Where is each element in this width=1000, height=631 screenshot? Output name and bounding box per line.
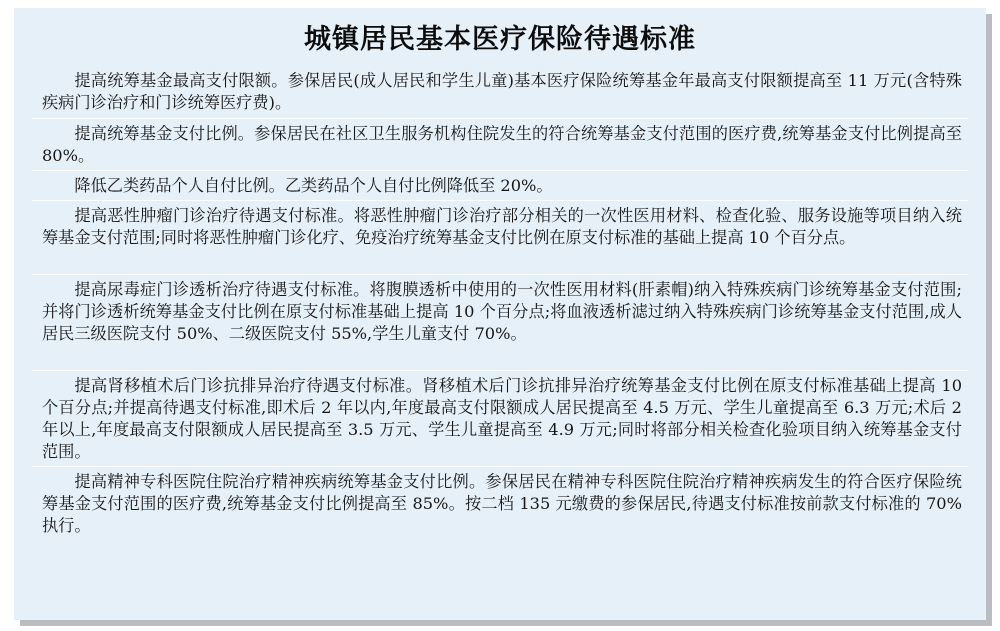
paragraph-psychiatric-hospital: 提高精神专科医院住院治疗精神疾病统筹基金支付比例。参保居民在精神专科医院住院治疗精神疾病发生的符合医疗保险统筹基金支付范围的医疗费,统筹基金支付比例提高至 85%。按二档 135 元缴费的参保居民,待遇支付标准按前款支付标准的 70%执行。 (32, 466, 968, 536)
paragraph-max-payment-limit: 提高统筹基金最高支付限额。参保居民(成人居民和学生儿童)基本医疗保险统筹基金年最高支付限额提高至 11 万元(含特殊疾病门诊治疗和门诊统筹医疗费)。 (42, 71, 962, 112)
paragraph-uremia-dialysis: 提高尿毒症门诊透析治疗待遇支付标准。将腹膜透析中使用的一次性医用材料(肝素帽)纳入特殊疾病门诊统筹基金支付范围;并将门诊透析统筹基金支付比例在原支付标准基础上提高 10 个百分点;将血液透析滤过纳入特殊疾病门诊统筹基金支付范围,成人居民三级医院支付 50%、二级医院支付 55%,学生儿童支付 70%。 (32, 274, 968, 366)
paragraph-fund-payment-ratio: 提高统筹基金支付比例。参保居民在社区卫生服务机构住院发生的符合统筹基金支付范围的医疗费,统筹基金支付比例提高至 80%。 (32, 118, 968, 166)
paragraph-list (32, 70, 968, 536)
document-title: 城镇居民基本医疗保险待遇标准 (304, 24, 696, 55)
paragraph-cancer-outpatient: 提高恶性肿瘤门诊治疗待遇支付标准。将恶性肿瘤门诊治疗部分相关的一次性医用材料、检查化验、服务设施等项目纳入统筹基金支付范围;同时将恶性肿瘤门诊化疗、免疫治疗统筹基金支付比例在原支付标准的基础上提高 10 个百分点。 (32, 200, 968, 270)
paragraph-kidney-transplant: 提高肾移植术后门诊抗排异治疗待遇支付标准。肾移植术后门诊抗排异治疗统筹基金支付比例在原支付标准基础上提高 10 个百分点;并提高待遇支付标准,即术后 2 年以内,年度最高支付限额成人居民提高至 4.5 万元、学生儿童提高至 6.3 万元;术后 2 年以上,年度最高支付限额成人居民提高至 3.5 万元、学生儿童提高至 4.9 万元;同时将部分相关检查化验项目纳入统筹基金支付范围。 (32, 370, 968, 462)
paragraph-class-b-drugs: 降低乙类药品个人自付比例。乙类药品个人自付比例降低至 20%。 (32, 170, 968, 196)
document-panel (14, 8, 986, 620)
